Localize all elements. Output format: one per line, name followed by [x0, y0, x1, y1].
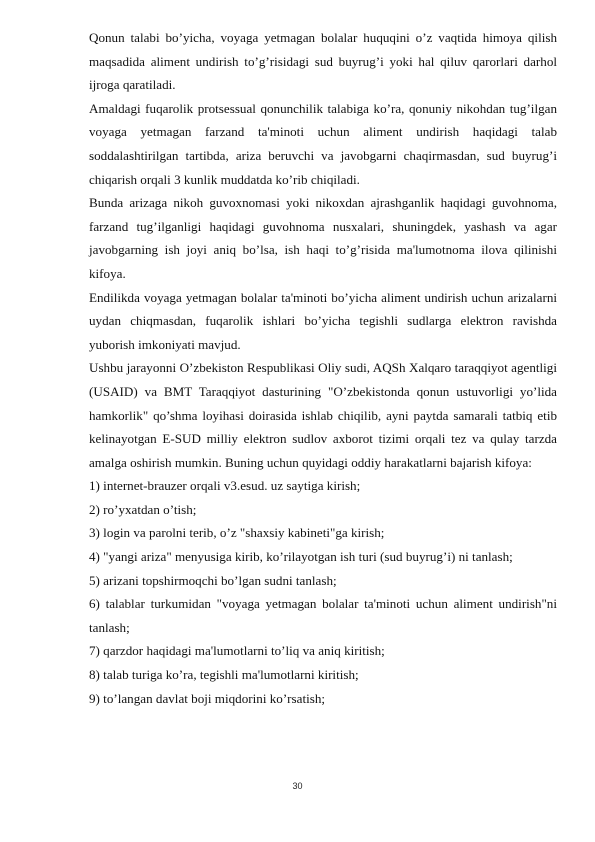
- step-item-3: 3) login va parolni terib, o’z "shaxsiy kabineti"ga kirish;: [89, 525, 385, 541]
- paragraph-esud-system: Ushbu jarayonni O’zbekiston Respublikasi Oliy sudi, AQSh Xalqaro taraqqiyot agentligi (USAID) va BMT Taraqqiyot dasturining "O’zbekistonda qonun ustuvorligi yo’lida hamkorlik" qo’shma loyihasi doirasida ishlab chiqilib, ayni paytda samarali tatbiq etib kelinayotgan E-SUD milliy elektron sudlov axborot tizimi orqali tez va qulay tarzda amalga oshirish mumkin. Buning uchun quyidagi oddiy harakatlarni bajarish kifoya:: [89, 360, 557, 470]
- step-item-1: 1) internet-brauzer orqali v3.esud. uz saytiga kirish;: [89, 478, 361, 494]
- paragraph-required-documents: Bunda arizaga nikoh guvoxnomasi yoki nikoxdan ajrashganlik haqidagi guvohnoma, farzand tug’ilganligi haqidagi guvohnoma nusxalari, shuningdek, yashash va agar javobgarning ish joyi aniq bo’lsa, ish haqi to’g’risida ma'lumotnoma ilova qilinishi kifoya.: [89, 195, 557, 281]
- step-item-5: 5) arizani topshirmoqchi bo’lgan sudni tanlash;: [89, 572, 337, 588]
- step-item-9: 9) to’langan davlat boji miqdorini ko’rsatish;: [89, 690, 326, 706]
- step-item-8: 8) talab turiga ko’ra, tegishli ma'lumotlarni kiritish;: [89, 667, 359, 683]
- page-number: 30: [292, 781, 303, 791]
- page-body: [89, 26, 557, 710]
- step-item-7: 7) qarzdor haqidagi ma'lumotlarni to’liq va aniq kiritish;: [89, 643, 385, 659]
- paragraph-electronic-filing: Endilikda voyaga yetmagan bolalar ta'minoti bo’yicha aliment undirish uchun arizalarni uydan chiqmasdan, fuqarolik ishlari bo’yicha tegishli sudlarga elektron ravishda yuborish imkoniyati mavjud.: [89, 289, 557, 352]
- step-item-2: 2) ro’yxatdan o’tish;: [89, 501, 197, 517]
- step-item-6: 6) talablar turkumidan "voyaga yetmagan bolalar ta'minoti uchun aliment undirish"ni tanlash;: [89, 596, 557, 635]
- paragraph-immediate-execution: Qonun talabi bo’yicha, voyaga yetmagan bolalar huquqini o’z vaqtida himoya qilish maqsadida aliment undirish to’g’risidagi sud buyrug’i yoki hal qiluv qarorlari darhol ijroga qaratiladi.: [89, 30, 557, 93]
- step-item-4: 4) "yangi ariza" menyusiga kirib, ko’rilayotgan ish turi (sud buyrug’i) ni tanlash;: [89, 549, 513, 565]
- paragraph-simplified-procedure: Amaldagi fuqarolik protsessual qonunchilik talabiga ko’ra, qonuniy nikohdan tug’ilgan voyaga yetmagan farzand ta'minoti uchun aliment undirish haqidagi talab soddalashtirilgan tartibda, ariza beruvchi va javobgarni chaqirmasdan, sud buyrug’i chiqarish orqali 3 kunlik muddatda ko’rib chiqiladi.: [89, 100, 557, 187]
